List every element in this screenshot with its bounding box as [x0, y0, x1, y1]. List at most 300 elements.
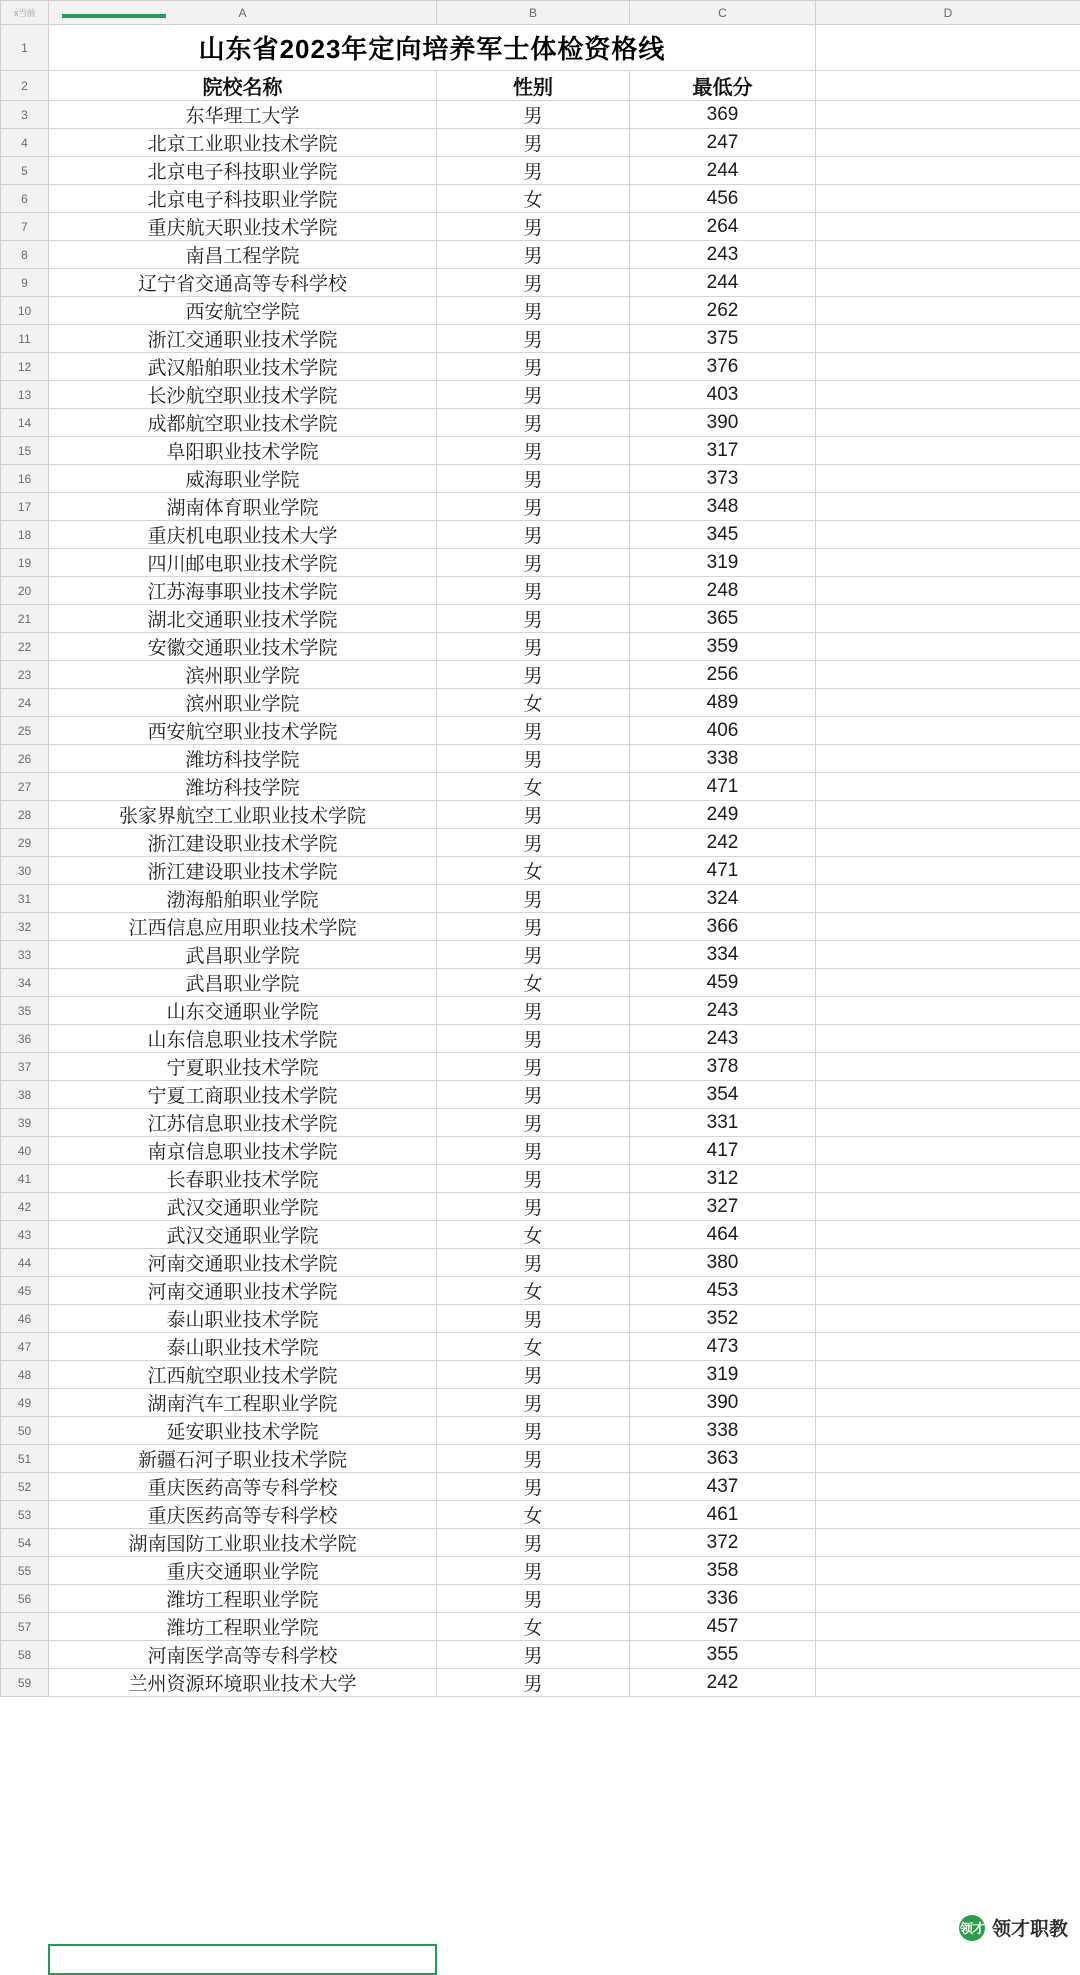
cell-empty[interactable]	[816, 1669, 1080, 1697]
cell-empty[interactable]	[816, 1277, 1080, 1305]
cell-score[interactable]: 390	[630, 409, 816, 437]
cell-score[interactable]: 406	[630, 717, 816, 745]
table-row[interactable]	[1, 325, 1080, 353]
cell-school[interactable]: 张家界航空工业职业技术学院	[49, 801, 437, 829]
cell-empty[interactable]	[816, 213, 1080, 241]
row-header-26[interactable]: 26	[1, 745, 49, 773]
cell-gender[interactable]: 男	[437, 269, 630, 297]
cell-empty[interactable]	[816, 885, 1080, 913]
cell-gender[interactable]: 女	[437, 969, 630, 997]
row-header-25[interactable]: 25	[1, 717, 49, 745]
cell-empty[interactable]	[816, 913, 1080, 941]
row-header-34[interactable]: 34	[1, 969, 49, 997]
cell-empty[interactable]	[816, 773, 1080, 801]
cell-gender[interactable]: 男	[437, 829, 630, 857]
column-header-d[interactable]: D	[816, 1, 1080, 25]
cell-school[interactable]: 威海职业学院	[49, 465, 437, 493]
table-row[interactable]	[1, 913, 1080, 941]
row-header-8[interactable]: 8	[1, 241, 49, 269]
cell-gender[interactable]: 男	[437, 409, 630, 437]
cell-school[interactable]: 北京电子科技职业学院	[49, 157, 437, 185]
row-header-23[interactable]: 23	[1, 661, 49, 689]
row-header-38[interactable]: 38	[1, 1081, 49, 1109]
cell-school[interactable]: 浙江交通职业技术学院	[49, 325, 437, 353]
cell-school[interactable]: 重庆航天职业技术学院	[49, 213, 437, 241]
cell-score[interactable]: 264	[630, 213, 816, 241]
cell-gender[interactable]: 男	[437, 325, 630, 353]
cell-d1[interactable]	[816, 25, 1080, 71]
cell-gender[interactable]: 男	[437, 129, 630, 157]
row-header-35[interactable]: 35	[1, 997, 49, 1025]
row-header-11[interactable]: 11	[1, 325, 49, 353]
table-row[interactable]	[1, 185, 1080, 213]
cell-empty[interactable]	[816, 857, 1080, 885]
cell-school[interactable]: 江西航空职业技术学院	[49, 1361, 437, 1389]
table-row[interactable]	[1, 25, 1080, 71]
cell-empty[interactable]	[816, 409, 1080, 437]
cell-empty[interactable]	[816, 1445, 1080, 1473]
cell-school[interactable]: 武汉船舶职业技术学院	[49, 353, 437, 381]
cell-empty[interactable]	[816, 1417, 1080, 1445]
cell-score[interactable]: 256	[630, 661, 816, 689]
cell-score[interactable]: 366	[630, 913, 816, 941]
table-row[interactable]	[1, 1221, 1080, 1249]
table-row[interactable]	[1, 801, 1080, 829]
table-row[interactable]	[1, 549, 1080, 577]
table-row[interactable]	[1, 941, 1080, 969]
cell-gender[interactable]: 男	[437, 493, 630, 521]
row-header-1[interactable]: 1	[1, 25, 49, 71]
cell-score[interactable]: 376	[630, 353, 816, 381]
cell-score[interactable]: 249	[630, 801, 816, 829]
cell-score[interactable]: 372	[630, 1529, 816, 1557]
row-header-42[interactable]: 42	[1, 1193, 49, 1221]
table-row[interactable]	[1, 269, 1080, 297]
cell-empty[interactable]	[816, 829, 1080, 857]
cell-gender[interactable]: 男	[437, 1417, 630, 1445]
row-header-22[interactable]: 22	[1, 633, 49, 661]
cell-gender[interactable]: 男	[437, 745, 630, 773]
cell-gender[interactable]: 女	[437, 857, 630, 885]
cell-school[interactable]: 四川邮电职业技术学院	[49, 549, 437, 577]
cell-empty[interactable]	[816, 1501, 1080, 1529]
row-header-49[interactable]: 49	[1, 1389, 49, 1417]
cell-empty[interactable]	[816, 605, 1080, 633]
table-row[interactable]	[1, 857, 1080, 885]
cell-school[interactable]: 辽宁省交通高等专科学校	[49, 269, 437, 297]
table-row[interactable]	[1, 1445, 1080, 1473]
cell-empty[interactable]	[816, 185, 1080, 213]
cell-gender[interactable]: 男	[437, 549, 630, 577]
cell-school[interactable]: 长沙航空职业技术学院	[49, 381, 437, 409]
row-header-7[interactable]: 7	[1, 213, 49, 241]
cell-school[interactable]: 宁夏职业技术学院	[49, 1053, 437, 1081]
cell-empty[interactable]	[816, 1529, 1080, 1557]
table-row[interactable]	[1, 1613, 1080, 1641]
cell-gender[interactable]: 男	[437, 661, 630, 689]
cell-school[interactable]: 滨州职业学院	[49, 661, 437, 689]
row-header-55[interactable]: 55	[1, 1557, 49, 1585]
cell-empty[interactable]	[816, 801, 1080, 829]
cell-score[interactable]: 243	[630, 997, 816, 1025]
row-header-12[interactable]: 12	[1, 353, 49, 381]
cell-gender[interactable]: 女	[437, 773, 630, 801]
cell-empty[interactable]	[816, 157, 1080, 185]
cell-empty[interactable]	[816, 437, 1080, 465]
cell-empty[interactable]	[816, 969, 1080, 997]
cell-gender[interactable]: 男	[437, 913, 630, 941]
row-header-36[interactable]: 36	[1, 1025, 49, 1053]
table-row[interactable]	[1, 885, 1080, 913]
cell-empty[interactable]	[816, 549, 1080, 577]
table-row[interactable]	[1, 1137, 1080, 1165]
table-row[interactable]	[1, 661, 1080, 689]
cell-school[interactable]: 浙江建设职业技术学院	[49, 829, 437, 857]
table-row[interactable]	[1, 1669, 1080, 1697]
table-row[interactable]	[1, 493, 1080, 521]
cell-school[interactable]: 潍坊工程职业学院	[49, 1613, 437, 1641]
row-header-30[interactable]: 30	[1, 857, 49, 885]
cell-gender[interactable]: 男	[437, 1165, 630, 1193]
row-header-51[interactable]: 51	[1, 1445, 49, 1473]
cell-score[interactable]: 334	[630, 941, 816, 969]
cell-score[interactable]: 456	[630, 185, 816, 213]
cell-score[interactable]: 365	[630, 605, 816, 633]
row-header-58[interactable]: 58	[1, 1641, 49, 1669]
cell-school[interactable]: 山东信息职业技术学院	[49, 1025, 437, 1053]
cell-empty[interactable]	[816, 1305, 1080, 1333]
cell-school[interactable]: 潍坊工程职业学院	[49, 1585, 437, 1613]
table-row[interactable]	[1, 241, 1080, 269]
cell-gender[interactable]: 男	[437, 1193, 630, 1221]
cell-gender[interactable]: 男	[437, 577, 630, 605]
cell-gender[interactable]: 男	[437, 241, 630, 269]
cell-school[interactable]: 新疆石河子职业技术学院	[49, 1445, 437, 1473]
row-header-52[interactable]: 52	[1, 1473, 49, 1501]
row-header-27[interactable]: 27	[1, 773, 49, 801]
cell-gender[interactable]: 男	[437, 997, 630, 1025]
cell-gender[interactable]: 男	[437, 1529, 630, 1557]
row-header-4[interactable]: 4	[1, 129, 49, 157]
cell-gender[interactable]: 男	[437, 1585, 630, 1613]
row-header-39[interactable]: 39	[1, 1109, 49, 1137]
row-header-45[interactable]: 45	[1, 1277, 49, 1305]
table-row[interactable]	[1, 969, 1080, 997]
row-header-47[interactable]: 47	[1, 1333, 49, 1361]
cell-school[interactable]: 武汉交通职业学院	[49, 1193, 437, 1221]
cell-school[interactable]: 河南医学高等专科学校	[49, 1641, 437, 1669]
cell-empty[interactable]	[816, 129, 1080, 157]
cell-school[interactable]: 西安航空学院	[49, 297, 437, 325]
cell-empty[interactable]	[816, 325, 1080, 353]
cell-score[interactable]: 345	[630, 521, 816, 549]
table-row[interactable]	[1, 689, 1080, 717]
cell-gender[interactable]: 男	[437, 101, 630, 129]
row-header-32[interactable]: 32	[1, 913, 49, 941]
cell-gender[interactable]: 男	[437, 941, 630, 969]
cell-gender[interactable]: 男	[437, 885, 630, 913]
cell-gender[interactable]: 男	[437, 1361, 630, 1389]
cell-school[interactable]: 河南交通职业技术学院	[49, 1277, 437, 1305]
cell-gender[interactable]: 男	[437, 1389, 630, 1417]
cell-empty[interactable]	[816, 1137, 1080, 1165]
cell-score[interactable]: 457	[630, 1613, 816, 1641]
cell-empty[interactable]	[816, 1109, 1080, 1137]
cell-score[interactable]: 378	[630, 1053, 816, 1081]
cell-score[interactable]: 317	[630, 437, 816, 465]
cell-empty[interactable]	[816, 661, 1080, 689]
row-header-33[interactable]: 33	[1, 941, 49, 969]
table-row[interactable]	[1, 71, 1080, 101]
cell-score[interactable]: 437	[630, 1473, 816, 1501]
cell-score[interactable]: 471	[630, 773, 816, 801]
row-header-46[interactable]: 46	[1, 1305, 49, 1333]
cell-score[interactable]: 471	[630, 857, 816, 885]
cell-school[interactable]: 武昌职业学院	[49, 941, 437, 969]
cell-empty[interactable]	[816, 1389, 1080, 1417]
cell-empty[interactable]	[816, 941, 1080, 969]
cell-score[interactable]: 369	[630, 101, 816, 129]
cell-gender[interactable]: 男	[437, 381, 630, 409]
cell-gender[interactable]: 男	[437, 1137, 630, 1165]
row-header-3[interactable]: 3	[1, 101, 49, 129]
row-header-6[interactable]: 6	[1, 185, 49, 213]
cell-gender[interactable]: 男	[437, 1669, 630, 1697]
cell-school[interactable]: 东华理工大学	[49, 101, 437, 129]
cell-empty[interactable]	[816, 1249, 1080, 1277]
cell-school[interactable]: 北京电子科技职业学院	[49, 185, 437, 213]
table-row[interactable]	[1, 1305, 1080, 1333]
column-header-a[interactable]: A	[49, 1, 437, 25]
table-row[interactable]	[1, 157, 1080, 185]
cell-empty[interactable]	[816, 353, 1080, 381]
row-header-41[interactable]: 41	[1, 1165, 49, 1193]
cell-school[interactable]: 湖南体育职业学院	[49, 493, 437, 521]
cell-empty[interactable]	[816, 521, 1080, 549]
table-row[interactable]	[1, 717, 1080, 745]
cell-empty[interactable]	[816, 269, 1080, 297]
table-row[interactable]	[1, 1389, 1080, 1417]
cell-score[interactable]: 403	[630, 381, 816, 409]
cell-gender[interactable]: 男	[437, 437, 630, 465]
table-row[interactable]	[1, 1025, 1080, 1053]
table-row[interactable]	[1, 577, 1080, 605]
row-header-20[interactable]: 20	[1, 577, 49, 605]
table-row[interactable]	[1, 1333, 1080, 1361]
cell-gender[interactable]: 男	[437, 521, 630, 549]
row-header-28[interactable]: 28	[1, 801, 49, 829]
table-row[interactable]	[1, 1641, 1080, 1669]
row-header-18[interactable]: 18	[1, 521, 49, 549]
cell-score[interactable]: 244	[630, 269, 816, 297]
row-header-29[interactable]: 29	[1, 829, 49, 857]
cell-school[interactable]: 长春职业技术学院	[49, 1165, 437, 1193]
row-header-56[interactable]: 56	[1, 1585, 49, 1613]
cell-gender[interactable]: 男	[437, 213, 630, 241]
cell-gender[interactable]: 男	[437, 157, 630, 185]
row-header-43[interactable]: 43	[1, 1221, 49, 1249]
cell-score[interactable]: 354	[630, 1081, 816, 1109]
cell-empty[interactable]	[816, 297, 1080, 325]
cell-empty[interactable]	[816, 381, 1080, 409]
cell-school[interactable]: 河南交通职业技术学院	[49, 1249, 437, 1277]
cell-empty[interactable]	[816, 1473, 1080, 1501]
cell-score[interactable]: 461	[630, 1501, 816, 1529]
row-header-5[interactable]: 5	[1, 157, 49, 185]
cell-empty[interactable]	[816, 1613, 1080, 1641]
row-header-2[interactable]: 2	[1, 71, 49, 101]
table-row[interactable]	[1, 1081, 1080, 1109]
row-header-10[interactable]: 10	[1, 297, 49, 325]
table-row[interactable]	[1, 1053, 1080, 1081]
cell-school[interactable]: 安徽交通职业技术学院	[49, 633, 437, 661]
cell-gender[interactable]: 女	[437, 1221, 630, 1249]
cell-score[interactable]: 319	[630, 549, 816, 577]
row-header-53[interactable]: 53	[1, 1501, 49, 1529]
row-header-9[interactable]: 9	[1, 269, 49, 297]
cell-school[interactable]: 江苏信息职业技术学院	[49, 1109, 437, 1137]
cell-gender[interactable]: 女	[437, 689, 630, 717]
cell-score[interactable]: 489	[630, 689, 816, 717]
column-header-c[interactable]: C	[630, 1, 816, 25]
table-row[interactable]	[1, 829, 1080, 857]
cell-empty[interactable]	[816, 1557, 1080, 1585]
document-title[interactable]: 山东省2023年定向培养军士体检资格线	[49, 25, 816, 71]
cell-score[interactable]: 352	[630, 1305, 816, 1333]
table-row[interactable]	[1, 465, 1080, 493]
table-row[interactable]	[1, 1277, 1080, 1305]
cell-gender[interactable]: 男	[437, 1249, 630, 1277]
cell-score[interactable]: 453	[630, 1277, 816, 1305]
cell-empty[interactable]	[816, 1025, 1080, 1053]
cell-score[interactable]: 348	[630, 493, 816, 521]
cell-gender[interactable]: 男	[437, 717, 630, 745]
cell-school[interactable]: 南昌工程学院	[49, 241, 437, 269]
cell-school[interactable]: 潍坊科技学院	[49, 773, 437, 801]
cell-score[interactable]: 324	[630, 885, 816, 913]
cell-empty[interactable]	[816, 241, 1080, 269]
cell-empty[interactable]	[816, 717, 1080, 745]
cell-score[interactable]: 473	[630, 1333, 816, 1361]
cell-score[interactable]: 459	[630, 969, 816, 997]
cell-school[interactable]: 兰州资源环境职业技术大学	[49, 1669, 437, 1697]
cell-gender[interactable]: 女	[437, 1333, 630, 1361]
table-row[interactable]	[1, 381, 1080, 409]
cell-score[interactable]: 358	[630, 1557, 816, 1585]
table-row[interactable]	[1, 1557, 1080, 1585]
row-header-37[interactable]: 37	[1, 1053, 49, 1081]
row-header-21[interactable]: 21	[1, 605, 49, 633]
cell-score[interactable]: 338	[630, 1417, 816, 1445]
cell-gender[interactable]: 男	[437, 1053, 630, 1081]
cell-empty[interactable]	[816, 1585, 1080, 1613]
table-row[interactable]	[1, 605, 1080, 633]
table-row[interactable]	[1, 1529, 1080, 1557]
cell-school[interactable]: 重庆医药高等专科学校	[49, 1473, 437, 1501]
cell-score[interactable]: 327	[630, 1193, 816, 1221]
cell-score[interactable]: 336	[630, 1585, 816, 1613]
cell-gender[interactable]: 女	[437, 1501, 630, 1529]
cell-score[interactable]: 390	[630, 1389, 816, 1417]
cell-score[interactable]: 375	[630, 325, 816, 353]
cell-empty[interactable]	[816, 1333, 1080, 1361]
cell-empty[interactable]	[816, 101, 1080, 129]
cell-score[interactable]: 243	[630, 1025, 816, 1053]
cell-gender[interactable]: 男	[437, 1641, 630, 1669]
cell-gender[interactable]: 女	[437, 1613, 630, 1641]
cell-score[interactable]: 262	[630, 297, 816, 325]
column-header-row[interactable]	[1, 1, 1080, 25]
cell-gender[interactable]: 男	[437, 605, 630, 633]
cell-gender[interactable]: 男	[437, 353, 630, 381]
cell-school[interactable]: 湖南国防工业职业技术学院	[49, 1529, 437, 1557]
row-header-54[interactable]: 54	[1, 1529, 49, 1557]
table-row[interactable]	[1, 997, 1080, 1025]
cell-gender[interactable]: 男	[437, 801, 630, 829]
cell-empty[interactable]	[816, 1221, 1080, 1249]
cell-gender[interactable]: 女	[437, 185, 630, 213]
row-header-17[interactable]: 17	[1, 493, 49, 521]
cell-gender[interactable]: 女	[437, 1277, 630, 1305]
cell-score[interactable]: 363	[630, 1445, 816, 1473]
row-header-57[interactable]: 57	[1, 1613, 49, 1641]
cell-gender[interactable]: 男	[437, 1081, 630, 1109]
cell-empty[interactable]	[816, 465, 1080, 493]
cell-school[interactable]: 泰山职业技术学院	[49, 1305, 437, 1333]
table-row[interactable]	[1, 353, 1080, 381]
table-row[interactable]	[1, 409, 1080, 437]
row-header-13[interactable]: 13	[1, 381, 49, 409]
cell-school[interactable]: 阜阳职业技术学院	[49, 437, 437, 465]
row-header-31[interactable]: 31	[1, 885, 49, 913]
table-row[interactable]	[1, 745, 1080, 773]
cell-score[interactable]: 242	[630, 829, 816, 857]
cell-score[interactable]: 243	[630, 241, 816, 269]
cell-gender[interactable]: 男	[437, 465, 630, 493]
cell-school[interactable]: 延安职业技术学院	[49, 1417, 437, 1445]
table-header-school[interactable]: 院校名称	[49, 71, 437, 101]
cell-score[interactable]: 464	[630, 1221, 816, 1249]
cell-school[interactable]: 湖南汽车工程职业学院	[49, 1389, 437, 1417]
table-row[interactable]	[1, 633, 1080, 661]
table-row[interactable]	[1, 1249, 1080, 1277]
cell-score[interactable]: 248	[630, 577, 816, 605]
cell-score[interactable]: 380	[630, 1249, 816, 1277]
cell-school[interactable]: 潍坊科技学院	[49, 745, 437, 773]
cell-gender[interactable]: 男	[437, 1305, 630, 1333]
cell-empty[interactable]	[816, 1193, 1080, 1221]
cell-school[interactable]: 成都航空职业技术学院	[49, 409, 437, 437]
row-header-40[interactable]: 40	[1, 1137, 49, 1165]
cell-school[interactable]: 武昌职业学院	[49, 969, 437, 997]
table-row[interactable]	[1, 773, 1080, 801]
cell-school[interactable]: 浙江建设职业技术学院	[49, 857, 437, 885]
cell-empty[interactable]	[816, 997, 1080, 1025]
cell-d2[interactable]	[816, 71, 1080, 101]
table-row[interactable]	[1, 213, 1080, 241]
cell-empty[interactable]	[816, 577, 1080, 605]
cell-score[interactable]: 417	[630, 1137, 816, 1165]
cell-score[interactable]: 373	[630, 465, 816, 493]
row-header-50[interactable]: 50	[1, 1417, 49, 1445]
cell-school[interactable]: 重庆交通职业学院	[49, 1557, 437, 1585]
cell-gender[interactable]: 男	[437, 1025, 630, 1053]
cell-gender[interactable]: 男	[437, 297, 630, 325]
cell-empty[interactable]	[816, 1361, 1080, 1389]
table-row[interactable]	[1, 1361, 1080, 1389]
cell-school[interactable]: 北京工业职业技术学院	[49, 129, 437, 157]
cell-school[interactable]: 泰山职业技术学院	[49, 1333, 437, 1361]
